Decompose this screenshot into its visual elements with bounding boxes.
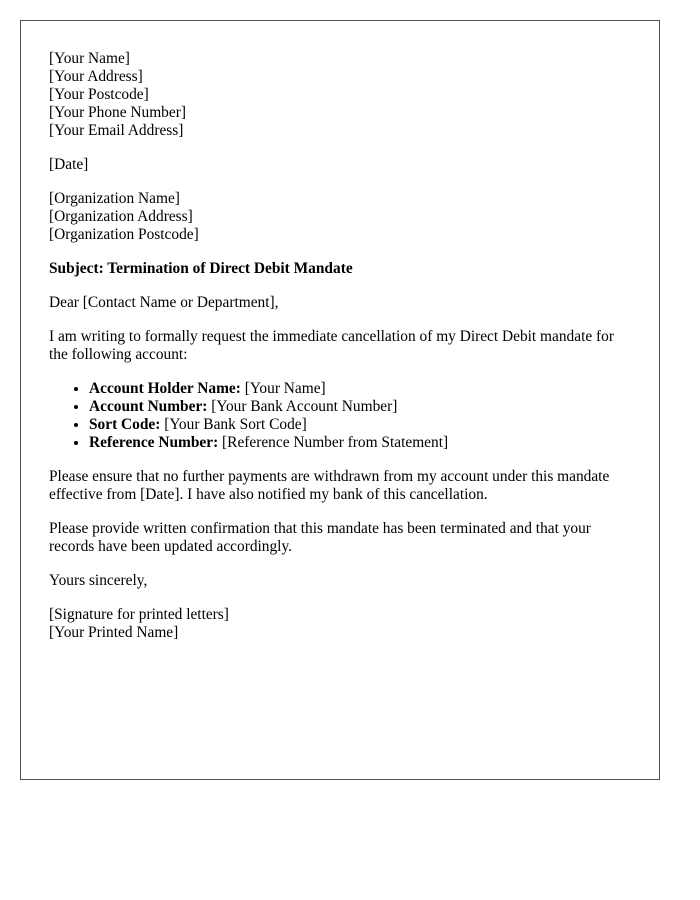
detail-value: [Reference Number from Statement]: [218, 434, 449, 451]
recipient-name: [Organization Name]: [49, 190, 180, 207]
sender-phone: [Your Phone Number]: [49, 104, 186, 121]
detail-value: [Your Name]: [240, 380, 326, 397]
detail-value: [Your Bank Account Number]: [207, 398, 398, 415]
detail-label: Account Holder Name:: [89, 380, 241, 397]
list-item-account-number: [89, 398, 631, 416]
recipient-address-block: [49, 190, 631, 244]
list-item-reference-number: [89, 434, 631, 452]
confirmation-request-paragraph: Please provide written confirmation that this mandate has been terminated and that your records have been updated accordingly.: [49, 520, 591, 555]
list-item-sort-code: [89, 416, 631, 434]
intro-paragraph: I am writing to formally request the immediate cancellation of my Direct Debit mandate for the following account:: [49, 328, 614, 363]
date-block: [49, 156, 631, 174]
list-item-account-holder: [89, 380, 631, 398]
payment-stop-paragraph: Please ensure that no further payments are withdrawn from my account under this mandate effective from [Date]. I have also notified my bank of this cancellation.: [49, 468, 610, 503]
detail-value: [Your Bank Sort Code]: [160, 416, 307, 433]
sender-email: [Your Email Address]: [49, 122, 184, 139]
printed-name: [Your Printed Name]: [49, 624, 179, 641]
signature-placeholder: [Signature for printed letters]: [49, 606, 229, 623]
recipient-postcode: [Organization Postcode]: [49, 226, 199, 243]
letter-date: [Date]: [49, 156, 89, 173]
account-details-list: [49, 380, 631, 452]
sender-postcode: [Your Postcode]: [49, 86, 149, 103]
signature-block: [49, 606, 631, 642]
recipient-address: [Organization Address]: [49, 208, 193, 225]
subject-line: Subject: Termination of Direct Debit Mandate: [49, 260, 353, 277]
sender-name: [Your Name]: [49, 50, 130, 67]
sender-address: [Your Address]: [49, 68, 143, 85]
letter-page: [20, 20, 660, 780]
detail-label: Reference Number:: [89, 434, 219, 451]
salutation: Dear [Contact Name or Department],: [49, 294, 279, 311]
sender-address-block: [49, 50, 631, 140]
closing: Yours sincerely,: [49, 572, 148, 589]
detail-label: Sort Code:: [89, 416, 161, 433]
detail-label: Account Number:: [89, 398, 208, 415]
